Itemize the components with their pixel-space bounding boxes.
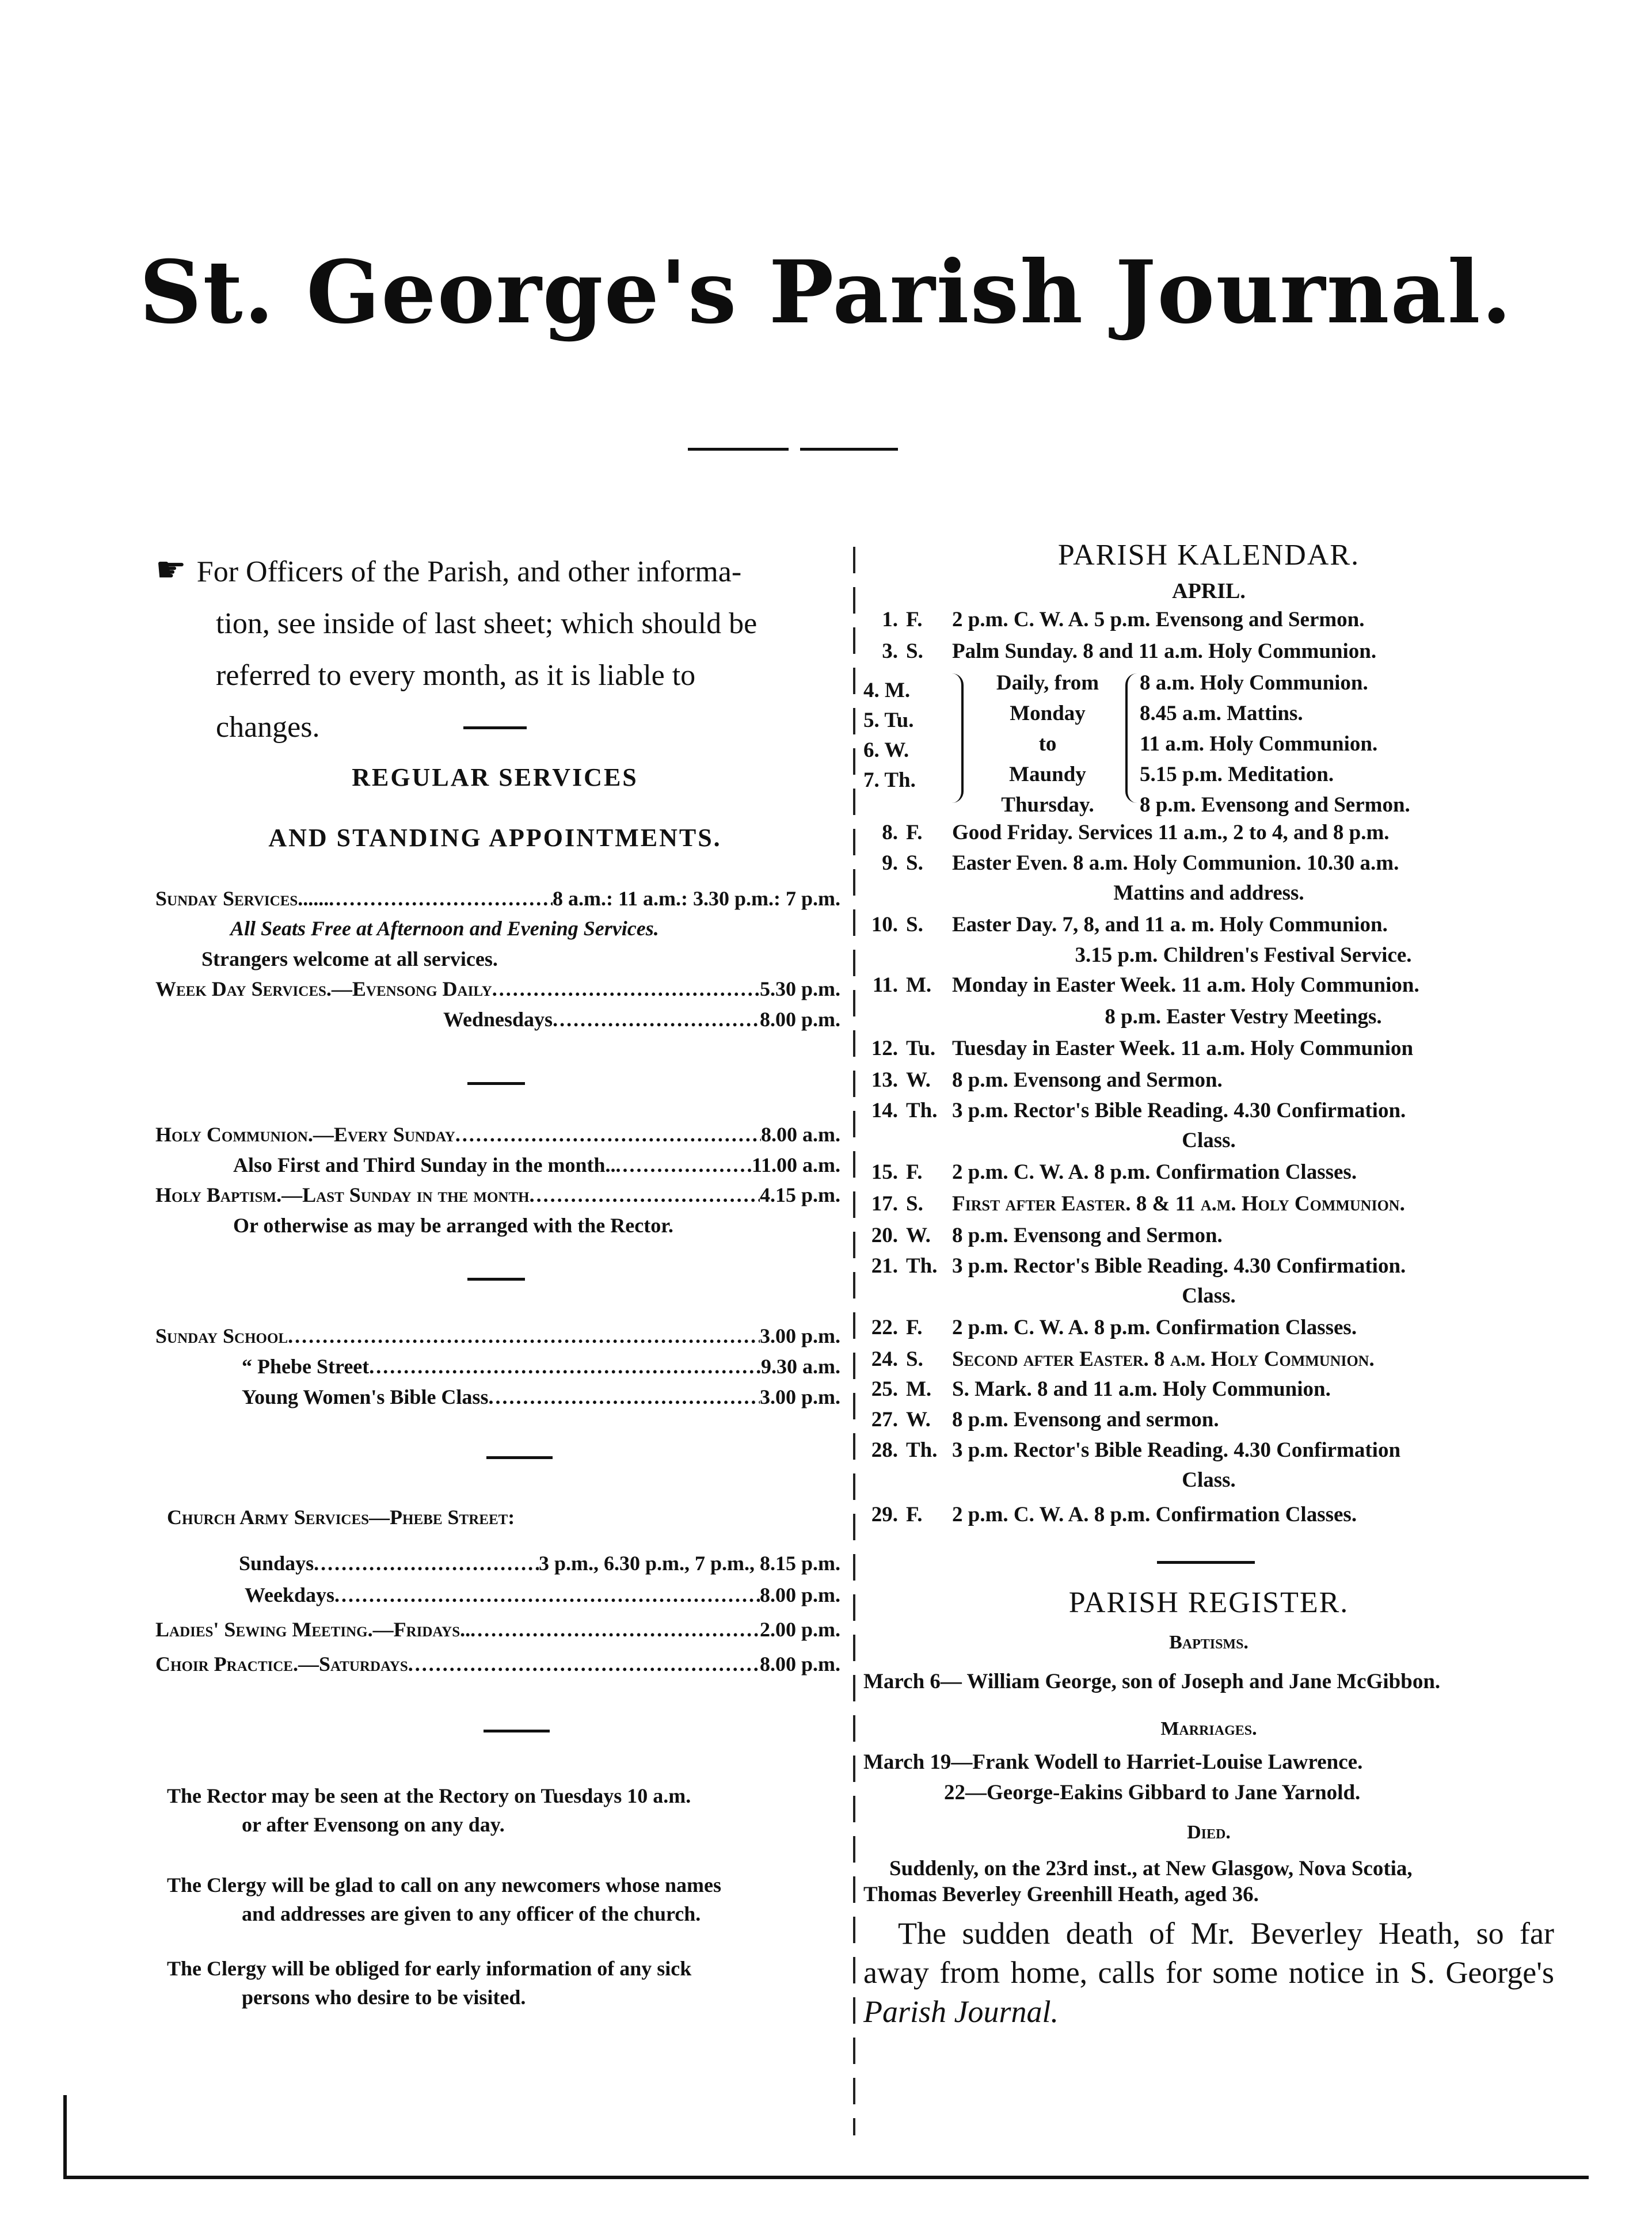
marriage-entry: 22—George-Eakins Gibbard to Jane Yarnold. [944,1781,1361,1804]
brace-right [1125,673,1140,803]
first-third-sunday-row: Also First and Third Sunday in the month.. ..... 11.00 a.m. [233,1153,840,1177]
page-edge-vertical [63,2095,67,2179]
kalendar-entry: 17. S. First after Easter. 8 & 11 a.m. Holy Communion. [871,1192,1405,1216]
marriage-entry: March 19—Frank Wodell to Harriet-Louise Lawrence. [863,1750,1363,1774]
weekday-services-row: Week Day Services.—Evensong Daily ..... 5.30 p.m. [155,977,840,1001]
ladies-sewing-row: Ladies' Sewing Meeting.—Fridays.. ..... 2.00 p.m. [155,1617,840,1642]
section-rule [467,1082,525,1085]
standing-appointments-heading: AND STANDING APPOINTMENTS. [268,824,722,852]
kalendar-entry: 24. S. Second after Easter. 8 a.m. Holy Communion. [871,1347,1375,1371]
notice-paragraph: ☛ For Officers of the Parish, and other informa- tion, see inside of last sheet; which should be referred to every month, as it is liable to changes. [155,551,758,744]
page-edge-bottom [63,2176,1589,2179]
kalendar-entry: 15. F. 2 p.m. C. W. A. 8 p.m. Confirmation Classes. [871,1160,1357,1184]
masthead-title: St. George's Parish Journal. [139,242,1513,343]
holy-week-block: 4. M. 5. Tu. 6. W. 7. Th. Daily, from Monday to Maundy Thursday. 8 a.m. Holy Communion. 8.45 a.m. Mattins. 11 a.m. Holy Communion. 5.15 p.m. Meditation. 8 p.m. Evensong and Sermon. [863,671,1410,817]
choir-practice-row: Choir Practice.—Saturdays ..... 8.00 p.m. [155,1652,840,1676]
kalendar-heading: PARISH KALENDAR. [1057,539,1360,572]
column-divider [853,547,855,2135]
marriages-heading: Marriages. [1160,1718,1257,1739]
section-rule [484,1730,550,1732]
army-sundays-row: Sundays ..... 3 p.m., 6.30 p.m., 7 p.m., 8.15 p.m. [239,1551,840,1575]
strangers-note: Strangers welcome at all services. [201,947,498,970]
kalendar-entry: 28. Th. 3 p.m. Rector's Bible Reading. 4.30 Confirmation [871,1438,1401,1462]
section-rule [467,1278,525,1281]
kalendar-entry: 29. F. 2 p.m. C. W. A. 8 p.m. Confirmation Classes. [871,1503,1357,1526]
kalendar-continuation: Class. [1182,1284,1236,1308]
pointing-hand-icon: ☛ [155,551,186,589]
brace-left [949,673,964,803]
church-army-heading: Church Army Services—Phebe Street: [167,1506,515,1529]
regular-services-heading: REGULAR SERVICES [352,763,638,791]
holy-baptism-row: Holy Baptism.—Last Sunday in the month ..... 4.15 p.m. [155,1183,840,1207]
register-heading: PARISH REGISTER. [1068,1586,1349,1619]
section-rule [486,1456,553,1459]
womens-bible-class-row: Young Women's Bible Class ..... 3.00 p.m. [242,1385,840,1409]
section-rule [1157,1561,1255,1564]
death-entry: Suddenly, on the 23rd inst., at New Glasgow, Nova Scotia, [889,1857,1413,1880]
baptism-entry: March 6— William George, son of Joseph and Jane McGibbon. [863,1670,1441,1693]
kalendar-entry: 13. W. 8 p.m. Evensong and Sermon. [871,1068,1223,1092]
clergy-newcomers-note: The Clergy will be glad to call on any newcomers whose names and addresses are given to any officer of the church. [167,1874,721,1925]
seats-note: All Seats Free at Afternoon and Evening Services. [230,917,659,940]
wednesdays-row: Wednesdays ..... 8.00 p.m. [443,1007,840,1031]
baptisms-heading: Baptisms. [1169,1632,1248,1653]
baptism-otherwise-note: Or otherwise as may be arranged with the Rector. [233,1214,673,1237]
kalendar-continuation: Mattins and address. [1113,881,1304,905]
kalendar-entry: 21. Th. 3 p.m. Rector's Bible Reading. 4.30 Confirmation. [871,1254,1406,1278]
kalendar-continuation: 8 p.m. Easter Vestry Meetings. [1105,1005,1382,1029]
kalendar-entry: 27. W. 8 p.m. Evensong and sermon. [871,1408,1219,1431]
rector-note: The Rector may be seen at the Rectory on Tuesdays 10 a.m. or after Evensong on any day. [167,1784,691,1836]
kalendar-month: APRIL. [1172,579,1246,603]
kalendar-entry: 25. M. S. Mark. 8 and 11 a.m. Holy Communion. [871,1377,1331,1401]
kalendar-entry: 10. S. Easter Day. 7, 8, and 11 a. m. Holy Communion. [871,913,1388,936]
kalendar-entry: 11. M. Monday in Easter Week. 11 a.m. Holy Communion. [872,973,1419,997]
masthead-rule-right [800,448,898,451]
sunday-school-row: Sunday School ..... 3.00 p.m. [155,1324,840,1348]
kalendar-entry: 12. Tu. Tuesday in Easter Week. 11 a.m. Holy Communion [871,1037,1414,1060]
kalendar-entry: 8. F. Good Friday. Services 11 a.m., 2 to 4, and 8 p.m. [882,821,1390,844]
obituary-paragraph: The sudden death of Mr. Beverley Heath, so far away from home, calls for some notice in S. George's Parish Journal. [863,1916,1554,2029]
clergy-sick-note: The Clergy will be obliged for early information of any sick persons who desire to be visited. [167,1957,692,2009]
phebe-street-row: “ Phebe Street ..... 9.30 a.m. [242,1354,840,1379]
kalendar-continuation: Class. [1182,1129,1236,1152]
kalendar-entry: 14. Th. 3 p.m. Rector's Bible Reading. 4.30 Confirmation. [871,1099,1406,1122]
kalendar-continuation: 3.15 p.m. Children's Festival Service. [1075,943,1412,967]
kalendar-entry: 9. S. Easter Even. 8 a.m. Holy Communion. 10.30 a.m. [882,851,1399,875]
death-entry-name: Thomas Beverley Greenhill Heath, aged 36. [863,1883,1259,1906]
sunday-services-row: Sunday Services...... ..... 8 a.m.: 11 a.m.: 3.30 p.m.: 7 p.m. [155,886,840,911]
kalendar-entry: 1. F. 2 p.m. C. W. A. 5 p.m. Evensong and Sermon. [882,608,1365,631]
masthead-rule-left [688,448,789,451]
kalendar-entry: 3. S. Palm Sunday. 8 and 11 a.m. Holy Communion. [882,639,1377,663]
kalendar-continuation: Class. [1182,1468,1236,1492]
kalendar-entry: 20. W. 8 p.m. Evensong and Sermon. [871,1224,1223,1247]
section-rule [463,726,527,729]
holy-communion-row: Holy Communion.—Every Sunday ..... 8.00 a.m. [155,1122,840,1147]
kalendar-entry: 22. F. 2 p.m. C. W. A. 8 p.m. Confirmation Classes. [871,1316,1357,1339]
army-weekdays-row: Weekdays ..... 8.00 p.m. [245,1583,840,1607]
died-heading: Died. [1187,1822,1231,1843]
